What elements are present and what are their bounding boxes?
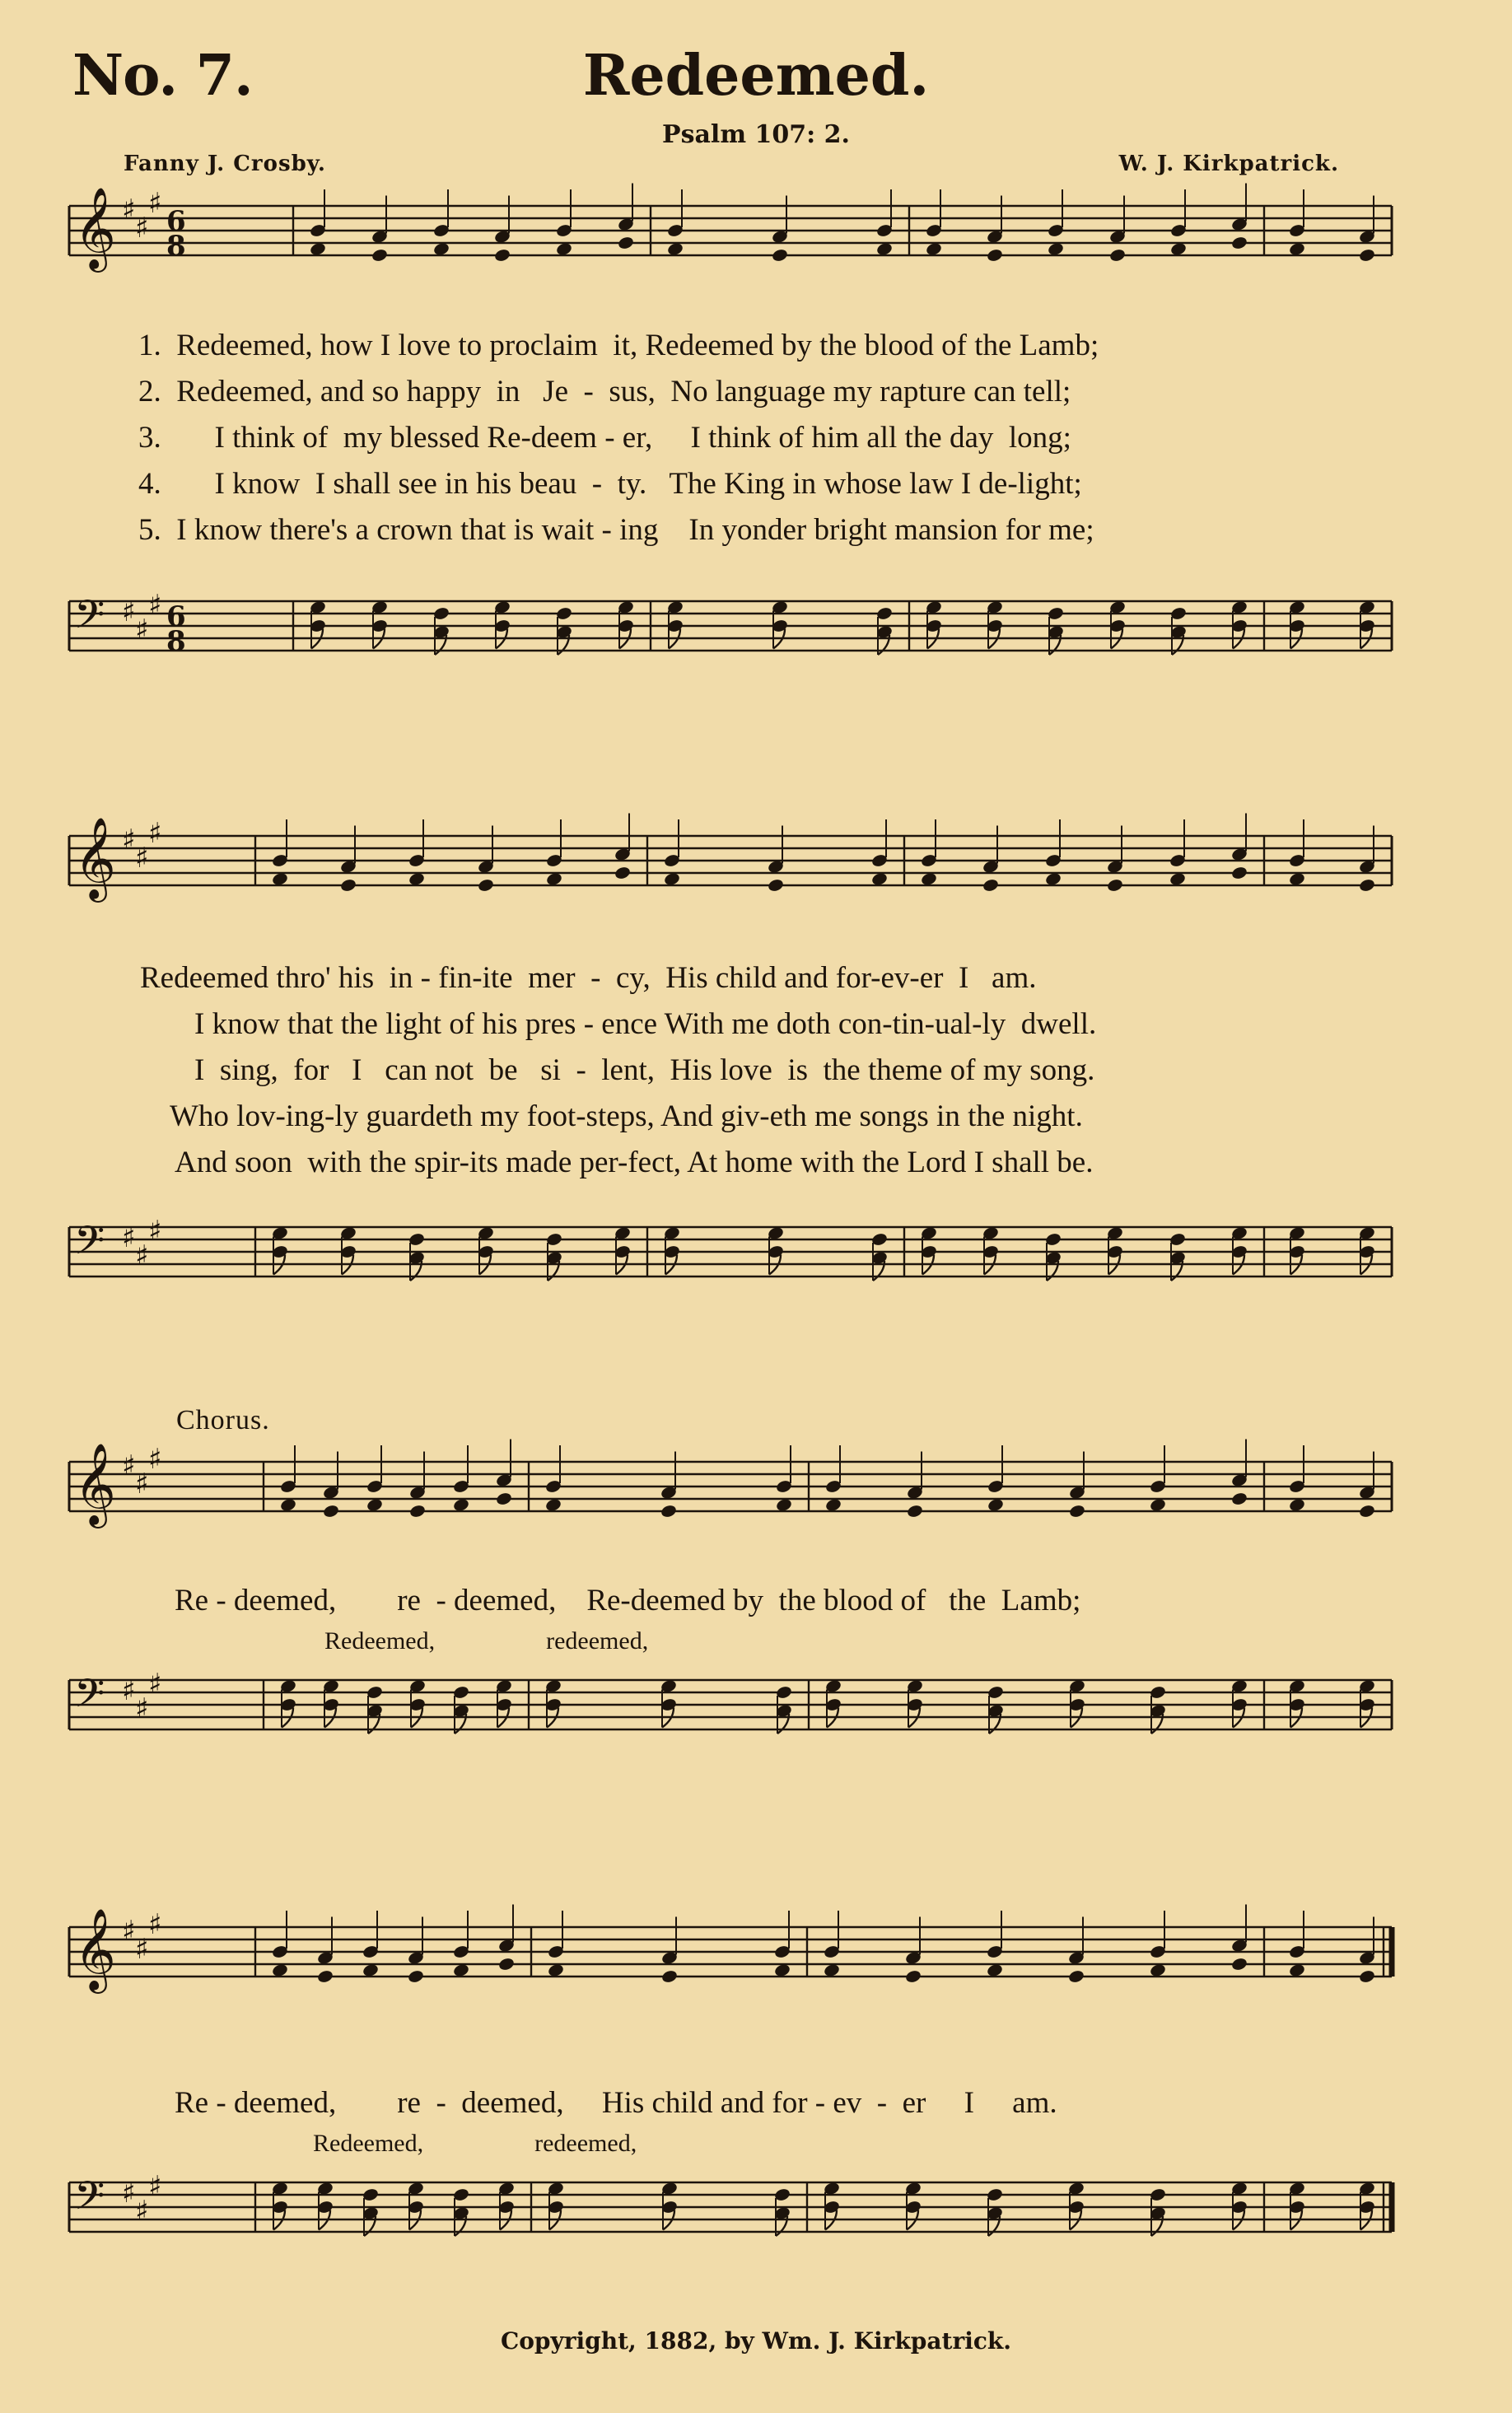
- sharp-icon: ♯: [135, 842, 149, 875]
- notehead: [495, 1491, 512, 1506]
- notehead: [1358, 248, 1375, 263]
- notehead: [371, 248, 388, 263]
- notehead: [1358, 1504, 1375, 1519]
- sharp-icon: ♯: [148, 817, 162, 850]
- time-signature-top: 6: [166, 600, 186, 633]
- bass-clef-icon: 𝄢: [74, 1670, 105, 1726]
- notehead: [1067, 1969, 1085, 1984]
- notehead: [497, 1957, 515, 1972]
- notehead: [982, 878, 999, 893]
- notehead: [660, 1504, 677, 1519]
- verse-1-line-2: Redeemed thro' his in - fin-ite mer - cy, His child and for-ev-er I am.: [140, 961, 1037, 995]
- notehead: [1068, 1504, 1085, 1519]
- composer-credit: W. J. Kirkpatrick.: [1118, 152, 1339, 176]
- verse-2-line-1: 2. Redeemed, and so happy in Je - sus, No language my rapture can tell;: [138, 375, 1071, 408]
- sharp-icon: ♯: [122, 595, 136, 628]
- verse-3-line-1: 3. I think of my blessed Re-deem - er, I think of him all the day long;: [138, 421, 1071, 455]
- chorus-line-1: Re - deemed, re - deemed, Re-deemed by the blood of the Lamb;: [175, 1584, 1081, 1617]
- sharp-icon: ♯: [135, 2195, 149, 2228]
- notehead: [617, 236, 634, 250]
- chorus-line-2: Re - deemed, re - deemed, His child and for - ev - er I am.: [175, 2086, 1057, 2120]
- system-2-treble-staff: [0, 811, 1512, 943]
- sharp-icon: ♯: [148, 1215, 162, 1248]
- notehead: [986, 248, 1003, 263]
- copyright-notice: Copyright, 1882, by Wm. J. Kirkpatrick.: [500, 2327, 1012, 2355]
- sharp-icon: ♯: [122, 1449, 136, 1482]
- chorus-1-bass-staff: [0, 1655, 1512, 1837]
- sharp-icon: ♯: [148, 589, 162, 622]
- bass-clef-icon: 𝄢: [74, 2173, 105, 2229]
- notehead: [316, 1969, 334, 1984]
- sharp-icon: ♯: [122, 1674, 136, 1707]
- treble-clef-icon: 𝄞: [74, 187, 116, 269]
- notehead: [767, 878, 784, 893]
- system-2-bass-staff: [0, 1202, 1512, 1359]
- verse-1-line-1: 1. Redeemed, how I love to proclaim it, Redeemed by the blood of the Lamb;: [138, 329, 1099, 362]
- sharp-icon: ♯: [122, 824, 136, 856]
- sharp-icon: ♯: [122, 194, 136, 226]
- verse-2-line-2: I know that the light of his pres - ence With me doth con-tin-ual-ly dwell.: [194, 1007, 1097, 1041]
- notehead: [1358, 1969, 1375, 1984]
- bass-clef-icon: 𝄢: [74, 591, 105, 647]
- treble-clef-icon: 𝄞: [74, 817, 116, 899]
- notehead: [493, 248, 511, 263]
- verse-3-line-2: I sing, for I can not be si - lent, His love is the theme of my song.: [194, 1053, 1095, 1087]
- notehead: [408, 1504, 426, 1519]
- sharp-icon: ♯: [135, 1692, 149, 1725]
- chorus-1-treble-staff: [0, 1437, 1512, 1577]
- time-signature-top: 6: [166, 205, 186, 238]
- verse-5-line-1: 5. I know there's a crown that is wait - ing In yonder bright mansion for me;: [138, 513, 1094, 547]
- notehead: [1108, 248, 1126, 263]
- verse-5-line-2: And soon with the spir-its made per-fect, At home with the Lord I shall be.: [175, 1146, 1094, 1179]
- sharp-icon: ♯: [122, 1915, 136, 1948]
- notehead: [771, 248, 788, 263]
- chorus-line-1-bass-words: Redeemed, redeemed,: [324, 1627, 649, 1655]
- notehead: [660, 1969, 678, 1984]
- lyricist-credit: Fanny J. Crosby.: [124, 152, 326, 176]
- hymn-number: No. 7.: [72, 43, 253, 109]
- chorus-2-treble-staff: [0, 1902, 1512, 2075]
- chorus-line-2-bass-words: Redeemed, redeemed,: [313, 2130, 637, 2157]
- sharp-icon: ♯: [135, 1933, 149, 1966]
- scripture-reference: Psalm 107: 2.: [662, 120, 850, 149]
- notehead: [1230, 1957, 1248, 1972]
- sharp-icon: ♯: [148, 1908, 162, 1941]
- notehead: [1230, 1491, 1248, 1506]
- system-1-bass-staff: [0, 576, 1512, 733]
- sharp-icon: ♯: [135, 212, 149, 245]
- time-signature-bottom: 8: [166, 230, 186, 263]
- notehead: [614, 866, 631, 880]
- sharp-icon: ♯: [122, 1221, 136, 1254]
- verse-4-line-1: 4. I know I shall see in his beau - ty. The King in whose law I de-light;: [138, 467, 1082, 501]
- notehead: [322, 1504, 339, 1519]
- bass-clef-icon: 𝄢: [74, 1217, 105, 1273]
- chorus-2-bass-staff: [0, 2158, 1512, 2331]
- sharp-icon: ♯: [148, 187, 162, 220]
- notehead: [477, 878, 494, 893]
- notehead: [1358, 878, 1375, 893]
- sharp-icon: ♯: [135, 1468, 149, 1501]
- notehead: [904, 1969, 922, 1984]
- notehead: [1106, 878, 1123, 893]
- notehead: [339, 878, 357, 893]
- chorus-label: Chorus.: [176, 1405, 270, 1435]
- sharp-icon: ♯: [148, 1668, 162, 1701]
- treble-clef-icon: 𝄞: [74, 1443, 116, 1525]
- sharp-icon: ♯: [135, 614, 149, 646]
- system-1-treble-staff: [0, 181, 1512, 313]
- notehead: [1230, 866, 1248, 880]
- sharp-icon: ♯: [135, 1239, 149, 1272]
- verse-4-line-2: Who lov-ing-ly guardeth my foot-steps, And giv-eth me songs in the night.: [170, 1099, 1083, 1133]
- notehead: [407, 1969, 424, 1984]
- notehead: [1230, 236, 1248, 250]
- hymn-title: Redeemed.: [582, 43, 930, 109]
- treble-clef-icon: 𝄞: [74, 1908, 116, 1991]
- notehead: [906, 1504, 923, 1519]
- time-signature-bottom: 8: [166, 625, 186, 658]
- sharp-icon: ♯: [148, 2170, 162, 2203]
- sharp-icon: ♯: [122, 2177, 136, 2210]
- sharp-icon: ♯: [148, 1443, 162, 1476]
